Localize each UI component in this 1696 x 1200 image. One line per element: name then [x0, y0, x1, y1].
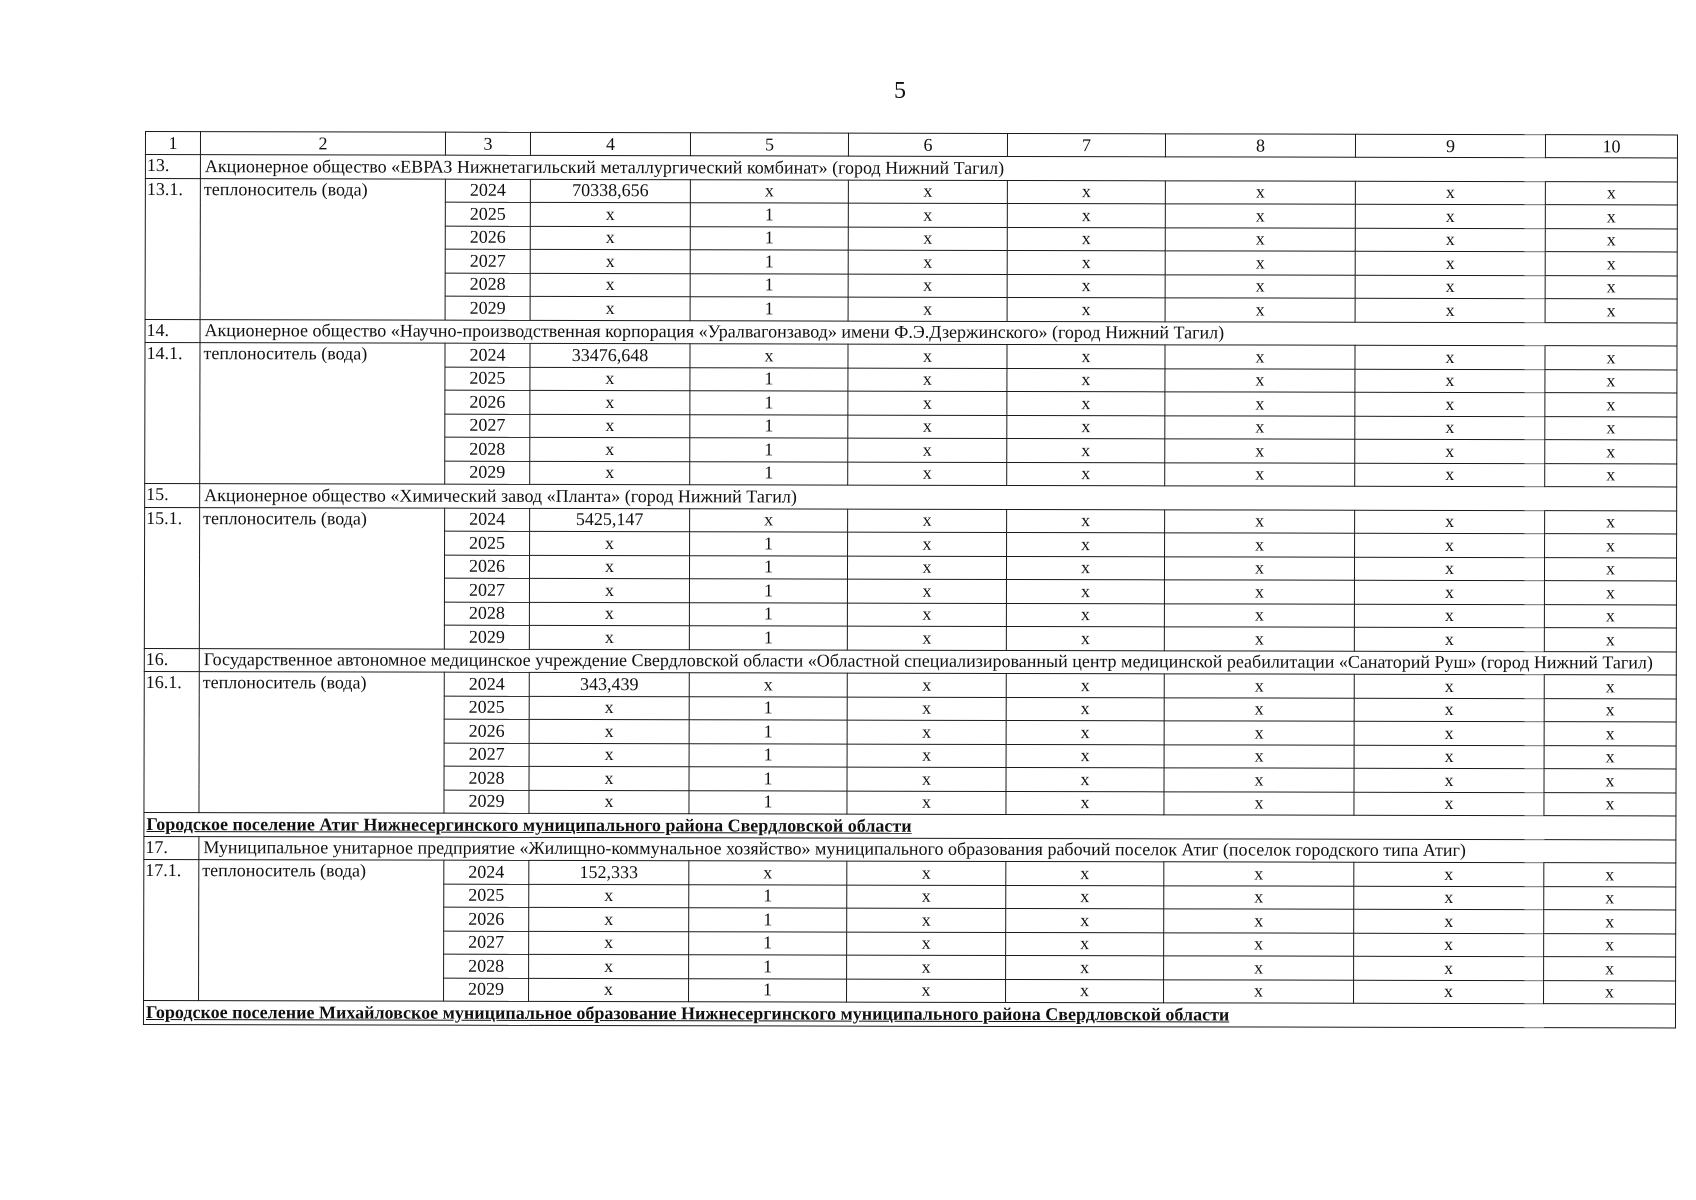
value-cell: x	[1544, 792, 1676, 816]
table-row	[144, 859, 1676, 886]
value-cell: x	[1006, 556, 1164, 580]
year-cell: 2029	[445, 461, 530, 485]
value-cell: x	[529, 884, 689, 908]
value-cell: x	[1354, 557, 1544, 581]
value-cell: x	[1355, 439, 1545, 463]
value-cell: x	[1545, 463, 1677, 487]
value-cell: x	[529, 766, 689, 790]
value-cell: x	[847, 979, 1006, 1003]
value-cell: 1	[689, 579, 847, 603]
value-cell: x	[529, 696, 689, 720]
value-cell: x	[1354, 933, 1544, 957]
value-cell: x	[1164, 932, 1354, 956]
year-cell: 2028	[444, 602, 529, 626]
year-cell: 2029	[444, 625, 529, 649]
value-cell: x	[1164, 909, 1354, 933]
value-cell: x	[1007, 391, 1165, 415]
value-cell: x	[848, 180, 1007, 204]
value-cell: 1	[689, 955, 847, 979]
value-cell: x	[1545, 275, 1677, 299]
value-cell: x	[529, 931, 689, 955]
value-cell: x	[848, 227, 1007, 251]
value-cell: x	[1354, 862, 1544, 886]
value-cell: x	[1354, 604, 1544, 628]
value-cell: 33476,648	[530, 343, 690, 367]
value-cell: 1	[689, 555, 847, 579]
value-cell: x	[1544, 863, 1676, 887]
value-cell: x	[1544, 745, 1676, 769]
column-header: 2	[200, 132, 445, 156]
organization-number: 15.	[145, 484, 200, 508]
value-cell: x	[529, 743, 689, 767]
value-cell: 1	[689, 884, 847, 908]
organization-row	[145, 484, 1677, 511]
value-cell: x	[1545, 346, 1677, 370]
value-cell: x	[1006, 791, 1164, 815]
value-cell: x	[1545, 393, 1677, 417]
item-number: 14.1.	[145, 343, 200, 484]
table-row	[145, 343, 1677, 370]
value-cell: x	[1544, 886, 1676, 910]
value-cell: x	[1165, 251, 1355, 275]
organization-row	[144, 836, 1676, 863]
value-cell: x	[848, 274, 1007, 298]
organization-name: Муниципальное унитарное предприятие «Жилищно-коммунальное хозяйство» муниципального образования рабочий поселок Атиг (поселок городского типа Атиг)	[199, 836, 1676, 863]
value-cell: x	[530, 249, 690, 273]
value-cell: x	[848, 203, 1007, 227]
value-cell: x	[847, 744, 1006, 768]
value-cell: x	[1164, 674, 1354, 698]
organization-name: Государственное автономное медицинское учреждение Свердловской области «Областной специализированный центр медицинской реабилитации «Санаторий Руш» (город Нижний Тагил)	[199, 648, 1676, 675]
value-cell: x	[1545, 510, 1677, 534]
value-cell: x	[1164, 979, 1354, 1003]
value-cell: x	[1164, 721, 1354, 745]
value-cell: x	[1354, 627, 1544, 651]
organization-name: Акционерное общество «ЕВРАЗ Нижнетагильский металлургический комбинат» (город Нижний Тагил)	[200, 155, 1677, 182]
value-cell: 152,333	[529, 860, 689, 884]
value-cell: x	[1544, 604, 1676, 628]
year-cell: 2025	[445, 202, 530, 226]
value-cell: x	[1165, 509, 1355, 533]
value-cell: x	[1006, 603, 1164, 627]
value-cell: x	[1355, 392, 1545, 416]
section-row	[143, 1000, 1675, 1027]
year-cell: 2027	[444, 931, 529, 955]
value-cell: x	[1006, 744, 1164, 768]
year-cell: 2026	[445, 226, 530, 250]
value-cell: x	[690, 344, 848, 368]
section-title: Городское поселение Атиг Нижнесергинского муниципального района Свердловской области	[144, 812, 1676, 839]
value-cell: x	[1545, 416, 1677, 440]
value-cell: x	[530, 273, 690, 297]
value-cell: x	[530, 531, 690, 555]
value-cell: x	[529, 578, 689, 602]
value-cell: x	[1165, 204, 1355, 228]
value-cell: x	[848, 438, 1007, 462]
value-cell: x	[529, 602, 689, 626]
value-cell: 1	[689, 602, 847, 626]
carrier-name: теплоноситель (вода)	[200, 178, 445, 320]
value-cell: 5425,147	[530, 508, 690, 532]
value-cell: x	[1355, 510, 1545, 534]
value-cell: x	[529, 719, 689, 743]
value-cell: 1	[689, 743, 847, 767]
value-cell: x	[847, 579, 1006, 603]
column-header: 1	[145, 132, 200, 155]
value-cell: x	[1006, 908, 1164, 932]
year-cell: 2029	[444, 978, 529, 1002]
value-cell: x	[1164, 603, 1354, 627]
value-cell: x	[1006, 697, 1164, 721]
value-cell: x	[848, 250, 1007, 274]
value-cell: 1	[689, 696, 847, 720]
year-cell: 2024	[445, 343, 530, 367]
value-cell: x	[1007, 532, 1165, 556]
value-cell: x	[529, 790, 689, 814]
section-title: Городское поселение Михайловское муниципальное образование Нижнесергинского муниципального района Свердловской области	[143, 1000, 1675, 1027]
year-cell: 2026	[444, 907, 529, 931]
value-cell: x	[1544, 769, 1676, 793]
item-number: 17.1.	[144, 859, 199, 1000]
value-cell: x	[689, 861, 847, 885]
value-cell: x	[690, 179, 848, 203]
year-cell: 2028	[445, 273, 530, 297]
value-cell: x	[1007, 368, 1165, 392]
year-cell: 2025	[445, 531, 530, 555]
value-cell: x	[1354, 745, 1544, 769]
value-cell: x	[1006, 579, 1164, 603]
organization-number: 14.	[145, 319, 200, 343]
value-cell: 1	[690, 250, 848, 274]
column-header: 5	[690, 133, 848, 156]
value-cell: x	[848, 462, 1007, 486]
value-cell: x	[529, 555, 689, 579]
value-cell: x	[1006, 979, 1164, 1003]
value-cell: x	[529, 954, 689, 978]
value-cell: 1	[689, 978, 847, 1002]
value-cell: x	[1006, 767, 1164, 791]
value-cell: x	[1545, 369, 1677, 393]
value-cell: x	[847, 556, 1006, 580]
value-cell: x	[689, 673, 847, 697]
value-cell: x	[1545, 228, 1677, 252]
organization-number: 13.	[145, 155, 200, 179]
value-cell: x	[847, 673, 1006, 697]
value-cell: x	[529, 978, 689, 1002]
value-cell: x	[1354, 580, 1544, 604]
value-cell: x	[1544, 628, 1676, 652]
value-cell: x	[1355, 251, 1545, 275]
value-cell: x	[1354, 886, 1544, 910]
value-cell: x	[1165, 462, 1355, 486]
value-cell: x	[529, 907, 689, 931]
value-cell: x	[1354, 721, 1544, 745]
value-cell: x	[847, 932, 1006, 956]
value-cell: 343,439	[529, 672, 689, 696]
value-cell: x	[1007, 462, 1165, 486]
year-cell: 2025	[444, 884, 529, 908]
value-cell: 1	[689, 626, 847, 650]
value-cell: x	[1164, 885, 1354, 909]
value-cell: x	[848, 297, 1007, 321]
carrier-name: теплоноситель (вода)	[199, 860, 444, 1002]
value-cell: x	[1545, 440, 1677, 464]
value-cell: 70338,656	[530, 179, 690, 203]
year-cell: 2025	[445, 367, 530, 391]
value-cell: x	[1544, 722, 1676, 746]
year-cell: 2024	[445, 179, 530, 203]
item-number: 15.1.	[144, 507, 199, 648]
value-cell: x	[1164, 697, 1354, 721]
organization-number: 16.	[144, 648, 199, 672]
year-cell: 2028	[444, 954, 529, 978]
column-header: 4	[530, 132, 690, 155]
section-row	[144, 812, 1676, 839]
value-cell: x	[847, 603, 1006, 627]
year-cell: 2026	[445, 390, 530, 414]
value-cell: x	[1007, 180, 1165, 204]
value-cell: x	[1355, 369, 1545, 393]
value-cell: x	[1006, 885, 1164, 909]
value-cell: 1	[689, 767, 847, 791]
carrier-name: теплоноситель (вода)	[199, 672, 444, 814]
value-cell: x	[1544, 698, 1676, 722]
value-cell: x	[847, 885, 1006, 909]
value-cell: x	[530, 367, 690, 391]
year-cell: 2027	[444, 578, 529, 602]
year-cell: 2028	[445, 437, 530, 461]
value-cell: x	[1544, 557, 1676, 581]
value-cell: x	[847, 626, 1006, 650]
value-cell: x	[1165, 298, 1355, 322]
item-number: 13.1.	[145, 178, 200, 319]
value-cell: 1	[690, 273, 848, 297]
organization-name: Акционерное общество «Химический завод «Планта» (город Нижний Тагил)	[200, 484, 1677, 511]
value-cell: 1	[690, 203, 848, 227]
column-header: 9	[1355, 134, 1545, 157]
year-cell: 2028	[444, 766, 529, 790]
value-cell: x	[1006, 932, 1164, 956]
header-row	[145, 132, 1677, 158]
value-cell: x	[1165, 439, 1355, 463]
value-cell: x	[1545, 534, 1677, 558]
value-cell: x	[1354, 956, 1544, 980]
value-cell: x	[1354, 792, 1544, 816]
value-cell: 1	[690, 461, 848, 485]
value-cell: x	[1007, 509, 1165, 533]
year-cell: 2026	[444, 555, 529, 579]
value-cell: x	[530, 226, 690, 250]
value-cell: x	[848, 509, 1007, 533]
value-cell: x	[847, 791, 1006, 815]
organization-row	[144, 648, 1676, 675]
value-cell: x	[530, 296, 690, 320]
value-cell: x	[1544, 957, 1676, 981]
value-cell: x	[1544, 910, 1676, 934]
value-cell: x	[530, 390, 690, 414]
table-row	[144, 671, 1676, 698]
value-cell: 1	[689, 720, 847, 744]
value-cell: x	[848, 344, 1007, 368]
value-cell: x	[1165, 533, 1355, 557]
value-cell: 1	[689, 790, 847, 814]
year-cell: 2027	[445, 249, 530, 273]
value-cell: x	[1355, 204, 1545, 228]
value-cell: x	[847, 955, 1006, 979]
column-header: 7	[1007, 133, 1165, 156]
value-cell: x	[1355, 345, 1545, 369]
value-cell: x	[1007, 203, 1165, 227]
value-cell: x	[1354, 980, 1544, 1004]
value-cell: 1	[690, 226, 848, 250]
value-cell: x	[847, 697, 1006, 721]
value-cell: x	[1355, 533, 1545, 557]
year-cell: 2029	[444, 790, 529, 814]
value-cell: x	[1164, 768, 1354, 792]
value-cell: x	[1165, 345, 1355, 369]
page-number: 5	[894, 78, 906, 104]
value-cell: x	[530, 414, 690, 438]
value-cell: 1	[690, 297, 848, 321]
value-cell: x	[1544, 980, 1676, 1004]
column-header: 3	[445, 132, 530, 155]
value-cell: 1	[690, 391, 848, 415]
value-cell: x	[1164, 791, 1354, 815]
value-cell: x	[847, 720, 1006, 744]
value-cell: x	[1165, 274, 1355, 298]
value-cell: x	[1545, 205, 1677, 229]
value-cell: x	[1006, 955, 1164, 979]
table-row	[145, 178, 1677, 205]
column-header: 10	[1545, 135, 1677, 158]
value-cell: x	[1164, 862, 1354, 886]
value-cell: x	[1355, 181, 1545, 205]
value-cell: x	[1007, 297, 1165, 321]
table-row	[145, 507, 1677, 534]
organization-row	[145, 319, 1677, 346]
value-cell: x	[530, 437, 690, 461]
value-cell: x	[848, 415, 1007, 439]
value-cell: x	[1354, 768, 1544, 792]
value-cell: x	[1544, 933, 1676, 957]
value-cell: x	[1165, 392, 1355, 416]
value-cell: x	[1164, 580, 1354, 604]
organization-row	[145, 155, 1677, 182]
value-cell: x	[1165, 227, 1355, 251]
value-cell: x	[1355, 228, 1545, 252]
value-cell: x	[847, 767, 1006, 791]
value-cell: 1	[690, 414, 848, 438]
column-header: 6	[848, 133, 1007, 156]
value-cell: x	[1355, 275, 1545, 299]
value-cell: x	[1355, 298, 1545, 322]
column-header: 8	[1165, 134, 1355, 157]
year-cell: 2024	[444, 860, 529, 884]
carrier-name: теплоноситель (вода)	[199, 507, 444, 649]
value-cell: x	[690, 508, 848, 532]
value-cell: x	[848, 391, 1007, 415]
year-cell: 2027	[444, 743, 529, 767]
value-cell: x	[1006, 673, 1164, 697]
year-cell: 2027	[445, 414, 530, 438]
year-cell: 2024	[445, 508, 530, 532]
value-cell: x	[1007, 415, 1165, 439]
value-cell: 1	[690, 438, 848, 462]
value-cell: x	[1544, 581, 1676, 605]
item-number: 16.1.	[144, 671, 199, 812]
value-cell: 1	[690, 367, 848, 391]
value-cell: x	[1006, 720, 1164, 744]
value-cell: x	[1354, 698, 1544, 722]
value-cell: x	[529, 625, 689, 649]
value-cell: x	[1006, 861, 1164, 885]
value-cell: 1	[690, 532, 848, 556]
value-cell: x	[848, 368, 1007, 392]
organization-number: 17.	[144, 836, 199, 860]
value-cell: x	[1164, 956, 1354, 980]
year-cell: 2029	[445, 296, 530, 320]
value-cell: x	[1164, 556, 1354, 580]
value-cell: x	[1545, 252, 1677, 276]
value-cell: x	[1164, 744, 1354, 768]
value-cell: x	[1165, 368, 1355, 392]
value-cell: x	[1007, 274, 1165, 298]
value-cell: x	[847, 861, 1006, 885]
table-body	[143, 132, 1677, 1028]
value-cell: x	[1545, 181, 1677, 205]
value-cell: 1	[689, 931, 847, 955]
year-cell: 2025	[444, 696, 529, 720]
value-cell: x	[847, 908, 1006, 932]
value-cell: x	[1006, 626, 1164, 650]
value-cell: x	[1007, 227, 1165, 251]
value-cell: x	[848, 532, 1007, 556]
value-cell: 1	[689, 908, 847, 932]
value-cell: x	[1544, 675, 1676, 699]
organization-name: Акционерное общество «Научно-производственная корпорация «Уралвагонзавод» имени Ф.Э.Дзержинского» (город Нижний Тагил)	[200, 319, 1677, 346]
value-cell: x	[1355, 416, 1545, 440]
value-cell: x	[1545, 299, 1677, 323]
year-cell: 2024	[444, 672, 529, 696]
value-cell: x	[1007, 438, 1165, 462]
value-cell: x	[530, 202, 690, 226]
value-cell: x	[1007, 250, 1165, 274]
tariff-table	[143, 131, 1678, 1028]
value-cell: x	[1165, 415, 1355, 439]
value-cell: x	[1007, 344, 1165, 368]
value-cell: x	[1165, 180, 1355, 204]
value-cell: x	[530, 461, 690, 485]
value-cell: x	[1354, 909, 1544, 933]
value-cell: x	[1355, 463, 1545, 487]
carrier-name: теплоноситель (вода)	[200, 343, 445, 485]
year-cell: 2026	[444, 719, 529, 743]
value-cell: x	[1164, 627, 1354, 651]
value-cell: x	[1354, 674, 1544, 698]
